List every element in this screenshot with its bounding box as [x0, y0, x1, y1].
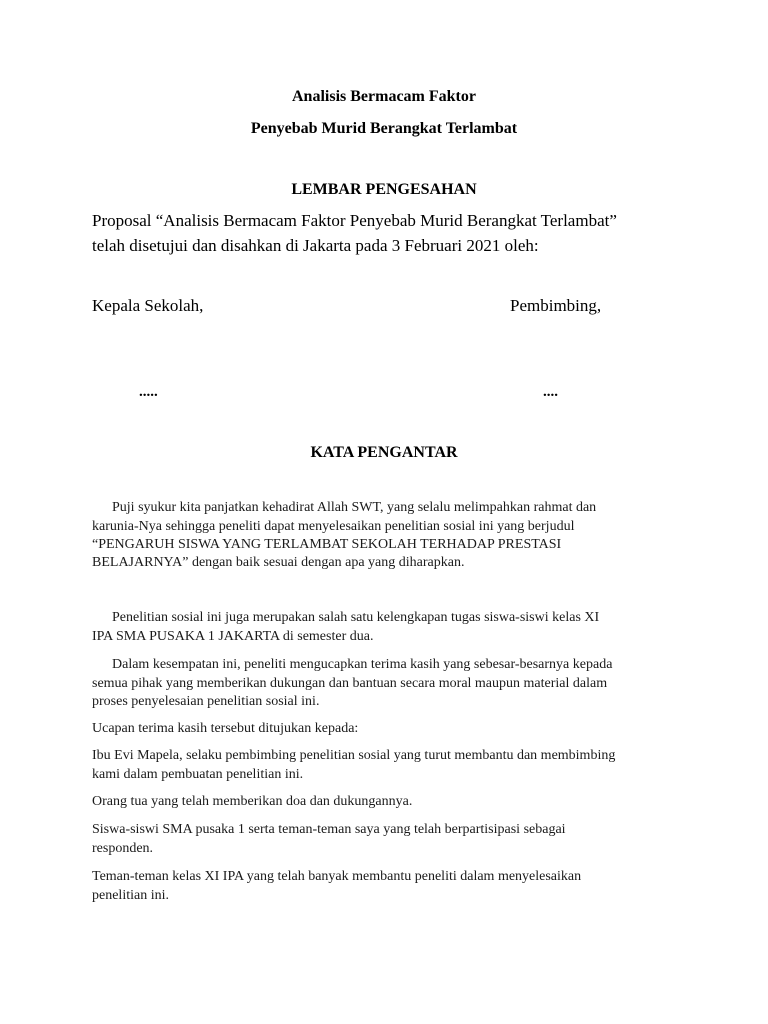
- kepala-sekolah-signature-placeholder: .....: [139, 384, 158, 400]
- paragraph-1-line-3: “PENGARUH SISWA YANG TERLAMBAT SEKOLAH TERHADAP PRESTASI: [92, 537, 562, 552]
- paragraph-2-line-1: Penelitian sosial ini juga merupakan salah satu kelengkapan tugas siswa-siswi kelas XI: [112, 610, 600, 625]
- document-title-line-2: Penyebab Murid Berangkat Terlambat: [250, 120, 518, 137]
- pengesahan-statement-line-1: Proposal “Analisis Bermacam Faktor Penyebab Murid Berangkat Terlambat”: [92, 211, 617, 230]
- pengesahan-statement-line-2: telah disetujui dan disahkan di Jakarta pada 3 Februari 2021 oleh:: [92, 236, 539, 255]
- paragraph-6: Orang tua yang telah memberikan doa dan dukungannya.: [92, 794, 413, 809]
- paragraph-7-line-1: Siswa-siswi SMA pusaka 1 serta teman-teman saya yang telah berpartisipasi sebagai: [92, 822, 566, 837]
- paragraph-4: Ucapan terima kasih tersebut ditujukan kepada:: [92, 721, 359, 736]
- paragraph-8-line-2: penelitian ini.: [92, 888, 169, 903]
- pembimbing-label: Pembimbing,: [510, 296, 602, 315]
- paragraph-1-line-2: karunia-Nya sehingga peneliti dapat menyelesaikan penelitian sosial ini yang berjudul: [92, 519, 575, 534]
- kepala-sekolah-label: Kepala Sekolah,: [92, 296, 204, 315]
- paragraph-7-line-2: responden.: [92, 841, 154, 856]
- pembimbing-signature-placeholder: ....: [543, 384, 558, 400]
- paragraph-3-line-3: proses penyelesaian penelitian sosial ini.: [92, 694, 320, 709]
- paragraph-8-line-1: Teman-teman kelas XI IPA yang telah banyak membantu peneliti dalam menyelesaikan: [92, 869, 582, 884]
- paragraph-1-line-4: BELAJARNYA” dengan baik sesuai dengan apa yang diharapkan.: [92, 555, 465, 570]
- paragraph-5-line-2: kami dalam pembuatan penelitian ini.: [92, 767, 304, 782]
- pengesahan-heading: LEMBAR PENGESAHAN: [291, 181, 477, 198]
- paragraph-3-line-2: semua pihak yang memberikan dukungan dan bantuan secara moral maupun material dalam: [92, 676, 608, 691]
- paragraph-3-line-1: Dalam kesempatan ini, peneliti mengucapkan terima kasih yang sebesar-besarnya kepada: [112, 657, 613, 672]
- kata-pengantar-heading: KATA PENGANTAR: [310, 444, 458, 461]
- paragraph-5-line-1: Ibu Evi Mapela, selaku pembimbing penelitian sosial yang turut membantu dan membimbing: [92, 748, 616, 763]
- paragraph-2-line-2: IPA SMA PUSAKA 1 JAKARTA di semester dua.: [92, 629, 374, 644]
- document-title-line-1: Analisis Bermacam Faktor: [292, 88, 476, 105]
- paragraph-1-line-1: Puji syukur kita panjatkan kehadirat Allah SWT, yang selalu melimpahkan rahmat dan: [112, 500, 597, 515]
